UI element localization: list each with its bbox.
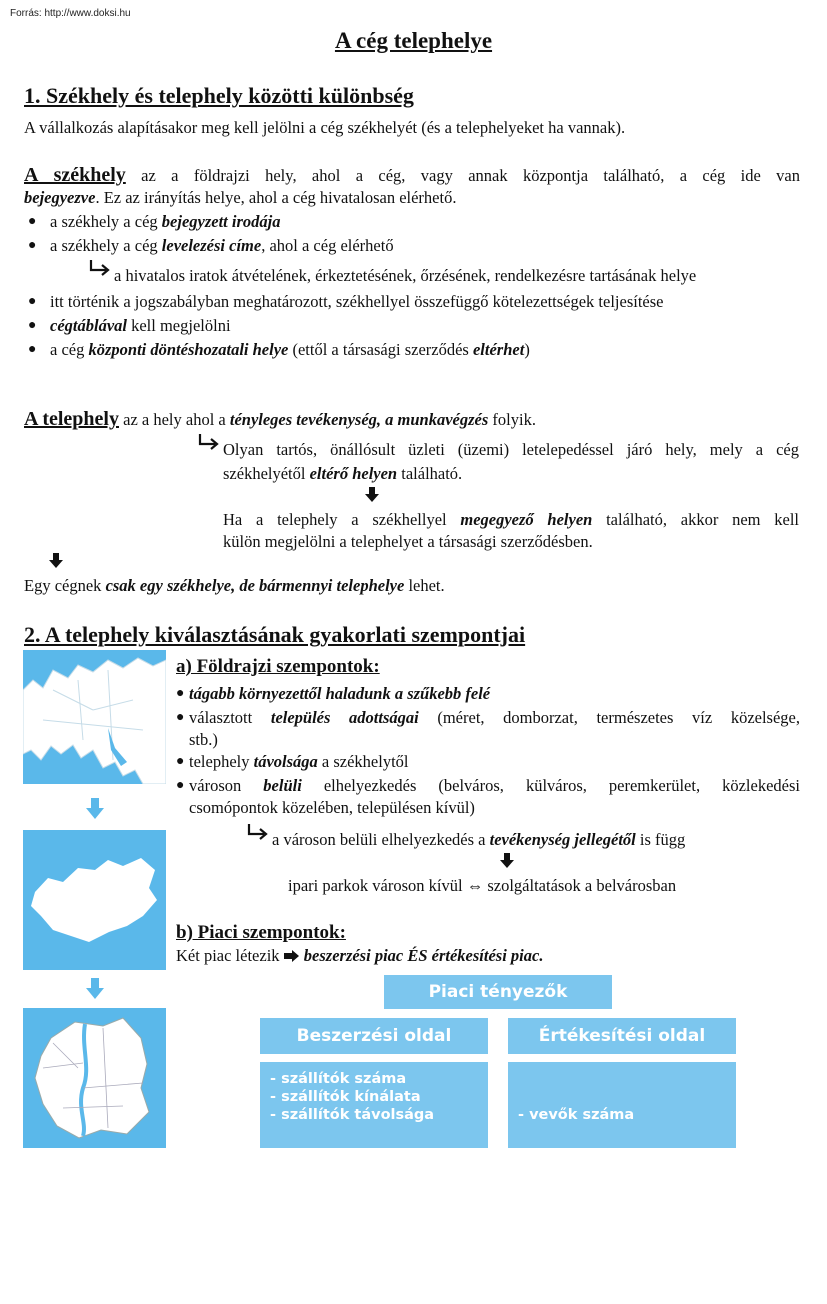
szekhely-line2 (24, 188, 456, 208)
szekhely-text-b: . Ez az irányítás helye, ahol a cég hivatalosan elérhető. (95, 188, 457, 207)
return-arrow-icon (88, 258, 112, 278)
b1-bold: bejegyzett irodája (161, 212, 281, 231)
szekhely-label: A székhely (24, 164, 126, 186)
a-sub (272, 830, 685, 850)
t-sub2a: székhelyétől (223, 464, 310, 483)
diagram-top-box: Piaci tényezők (384, 975, 612, 1009)
t-sub3b: megegyező helyen (460, 510, 593, 529)
page-title: A cég telephelye (334, 28, 493, 53)
a-sub-bold: tevékenység jellegétől (489, 830, 636, 849)
a-item-3 (189, 752, 409, 772)
b5-end: ) (524, 340, 530, 359)
telephely-end: folyik. (488, 410, 536, 429)
a3-bold: távolsága (253, 752, 318, 771)
conclusion-a: Egy cégnek (24, 576, 106, 595)
bullet-icon: ● (176, 710, 185, 725)
b2-after: , ahol a cég elérhető (261, 236, 394, 255)
a4-bold: belüli (263, 776, 302, 795)
szekhely-bullet-2 (50, 236, 394, 256)
b5-bold2: eltérhet (472, 340, 525, 359)
telephely-sub1: Olyan tartós, önállósult üzleti (üzemi) letelepedéssel járó hely, mely a cég (223, 440, 799, 459)
bullet-icon: ● (28, 214, 37, 229)
section2-heading: 2. A telephely kiválasztásának gyakorlati szempontjai (24, 622, 526, 647)
b2-text: a székhely a cég (50, 236, 162, 255)
europe-map-shape (23, 650, 166, 784)
diagram-right-list (508, 1062, 736, 1285)
right-arrow-icon (284, 950, 300, 962)
b-bold: beszerzési piac ÉS értékesítési piac. (303, 946, 544, 965)
bullet-icon: ● (176, 686, 185, 701)
b5-text: a cég (50, 340, 89, 359)
b5-mid: (ettől a társasági szerződés (288, 340, 473, 359)
b1-text: a székhely a cég (50, 212, 162, 231)
b4-after: kell megjelölni (126, 316, 231, 335)
budapest-map-shape (23, 1008, 166, 1148)
szekhely-bold: bejegyezve (24, 188, 96, 207)
a2-bold: település adottságai (270, 708, 419, 727)
conclusion-c: lehet. (404, 576, 445, 595)
diagram-left-list (260, 1062, 488, 1148)
a3-after: a székhelytől (317, 752, 409, 771)
diagram-left-header: Beszerzési oldal (260, 1018, 488, 1054)
subsection-a-heading: a) Földrajzi szempontok: (176, 656, 380, 677)
a4-after: elhelyezkedés (belváros, külváros, peremkerület, közlekedési (301, 776, 800, 795)
t-sub3c: található, akkor nem kell (592, 510, 799, 529)
telephely-sub2 (223, 464, 462, 484)
a4-text: városon (189, 776, 264, 795)
return-arrow-icon (197, 432, 221, 452)
source-note: Forrás: http://www.doksi.hu (10, 8, 131, 19)
a-sub-text: a városon belüli elhelyezkedés a (272, 830, 490, 849)
subsection-b-heading: b) Piaci szempontok: (176, 922, 346, 943)
telephely-sub4: külön megjelölni a telephelyet a társasági szerződésben. (223, 532, 593, 551)
b5-bold: központi döntéshozatali helye (88, 340, 289, 359)
bullet-icon: ● (176, 778, 185, 793)
down-arrow-icon (499, 853, 515, 869)
bullet-icon: ● (28, 238, 37, 253)
a3-text: telephely (189, 752, 254, 771)
b2-bold: levelezési címe (161, 236, 262, 255)
t-sub2b: eltérő helyen (309, 464, 398, 483)
conclusion-b: csak egy székhelye, de bármennyi telephelye (105, 576, 405, 595)
list-item: - szállítók távolsága (270, 1107, 435, 1123)
telephely-line (24, 408, 536, 431)
down-arrow-icon (364, 487, 380, 503)
budapest-map (23, 1008, 166, 1148)
szekhely-bullet-4 (50, 316, 231, 336)
telephely-label: A telephely (24, 408, 119, 430)
a-item-2-line2: stb.) (189, 730, 218, 749)
telephely-bold: tényleges tevékenység, a munkavégzés (229, 410, 489, 429)
a-sub-after: is függ (635, 830, 686, 849)
b-line (176, 946, 543, 966)
bullet-icon: ● (28, 342, 37, 357)
down-arrow-icon (86, 798, 104, 820)
list-item: - vevők távolsága (518, 1161, 663, 1177)
conclusion (24, 576, 445, 596)
a-item-4-line2: csomópontok közelében, településen kívül) (189, 798, 475, 817)
down-arrow-icon (48, 553, 64, 569)
hungary-map-shape (23, 830, 166, 970)
section1-heading: 1. Székhely és telephely közötti különbség (24, 83, 414, 108)
szekhely-bullet-3: itt történik a jogszabályban meghatározott, székhellyel összefüggő kötelezettségek teljesítése (50, 292, 664, 311)
b4-bold: cégtáblával (50, 316, 127, 335)
hungary-map (23, 830, 166, 970)
bullet-icon: ● (28, 318, 37, 333)
a2-text: választott (189, 708, 271, 727)
a-item-4 (189, 776, 800, 796)
a2-after: (méret, domborzat, természetes víz közelsége, (418, 708, 801, 727)
section1-intro: A vállalkozás alapításakor meg kell jelölni a cég székhelyét (és a telephelyeket ha vannak). (24, 118, 626, 137)
down-arrow-icon (86, 978, 104, 1000)
szekhely-line1 (24, 164, 800, 187)
list-item: - egyes vevők kereslete (518, 1269, 712, 1285)
b-text: Két piac létezik (176, 946, 284, 965)
return-arrow-icon (246, 822, 270, 842)
szekhely-bullet-2-sub: a hivatalos iratok átvételének, érkeztetésének, őrzésének, rendelkezésre tartásának helye (114, 266, 697, 285)
list-item: - szállítók száma (270, 1071, 407, 1087)
a-item-2 (189, 708, 800, 728)
a-item-1: tágabb környezettől haladunk a szűkebb felé (189, 684, 491, 703)
list-item: - szállítók kínálata (270, 1089, 421, 1105)
list-item: egymástól és tőlünk (518, 1215, 694, 1231)
bullet-icon: ● (28, 294, 37, 309)
t-sub3a: Ha a telephely a székhellyel (223, 510, 461, 529)
list-item: - vevők száma (518, 1107, 635, 1123)
telephely-sub3 (223, 510, 799, 530)
a-sub2: ipari parkok városon kívül ⇔ szolgáltatások a belvárosban (288, 876, 677, 895)
europe-map (23, 650, 166, 784)
telephely-text: az a hely ahol a (119, 410, 230, 429)
szekhely-bullet-1 (50, 212, 280, 232)
szekhely-bullet-5 (50, 340, 530, 360)
szekhely-text-a: az a földrajzi hely, ahol a cég, vagy annak központja található, a cég ide van (125, 166, 800, 185)
t-sub2c: található. (397, 464, 463, 483)
diagram-right-header: Értékesítési oldal (508, 1018, 736, 1054)
bullet-icon: ● (176, 754, 185, 769)
